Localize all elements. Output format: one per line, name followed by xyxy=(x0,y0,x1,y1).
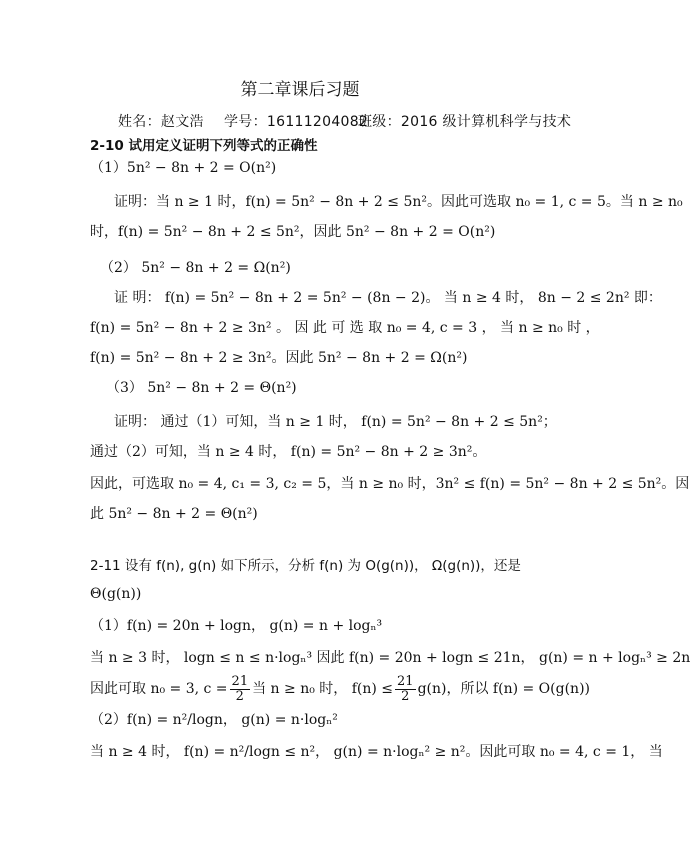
section-2-11-heading-cont: Θ(g(n)) xyxy=(90,586,142,602)
fraction-denominator: 2 xyxy=(235,688,244,704)
fraction-denominator: 2 xyxy=(401,688,410,704)
student-name: 姓名：赵文浩 xyxy=(118,114,204,130)
s210-part3-line3: 因此，可选取 n₀ = 4, c₁ = 3, c₂ = 5，当 n ≥ n₀ 时，3n² ≤ f(n) = 5n² − 8n + 2 ≤ 5n²。因 xyxy=(90,476,690,492)
page-title: 第二章课后习题 xyxy=(240,80,360,100)
s211-part1-equation: （1）f(n) = 20n + logn， g(n) = n + logₙ³ xyxy=(90,618,383,634)
s210-part1-line2: 时，f(n) = 5n² − 8n + 2 ≤ 5n²，因此 5n² − 8n + 2 = O(n²) xyxy=(90,224,496,240)
s210-part2-line2: f(n) = 5n² − 8n + 2 ≥ 3n² 。 因 此 可 选 取 n₀ = 4, c = 3 ， 当 n ≥ n₀ 时 ， xyxy=(90,320,600,336)
fraction-numerator: 21 xyxy=(397,673,414,689)
s210-part2-line1: 证 明： f(n) = 5n² − 8n + 2 = 5n² − (8n − 2)。 当 n ≥ 4 时， 8n − 2 ≤ 2n² 即： xyxy=(114,290,662,306)
fraction-21-over-2-second xyxy=(395,675,416,704)
s211-part1-line2-c: g(n)，所以 f(n) = O(g(n)) xyxy=(417,681,590,697)
s210-part2-line3: f(n) = 5n² − 8n + 2 ≥ 3n²。因此 5n² − 8n + 2 = Ω(n²) xyxy=(90,350,468,366)
s210-part2-equation: （2） 5n² − 8n + 2 = Ω(n²) xyxy=(100,260,291,276)
student-class: 班级：2016 级计算机科学与技术 xyxy=(358,114,572,130)
s211-part2-equation: （2）f(n) = n²/logn， g(n) = n·logₙ² xyxy=(90,712,338,728)
s211-part1-line1: 当 n ≥ 3 时， logn ≤ n ≤ n·logₙ³ 因此 f(n) = 20n + logn ≤ 21n， g(n) = n + logₙ³ ≥ 2n xyxy=(90,650,690,666)
fraction-numerator: 21 xyxy=(231,673,249,689)
section-2-10-heading: 2-10 试用定义证明下列等式的正确性 xyxy=(90,138,318,154)
s210-part1-line1: 证明：当 n ≥ 1 时，f(n) = 5n² − 8n + 2 ≤ 5n²。因此可选取 n₀ = 1, c = 5。当 n ≥ n₀ xyxy=(114,194,683,210)
s210-part3-equation: （3） 5n² − 8n + 2 = Θ(n²) xyxy=(106,380,297,396)
s210-part1-equation: （1）5n² − 8n + 2 = O(n²) xyxy=(90,160,277,176)
fraction-21-over-2 xyxy=(230,675,251,704)
s211-part2-line1: 当 n ≥ 4 时， f(n) = n²/logn ≤ n²， g(n) = n·logₙ² ≥ n²。因此可取 n₀ = 4, c = 1， 当 xyxy=(90,744,663,760)
section-2-11-heading: 2-11 设有 f(n), g(n) 如下所示，分析 f(n) 为 O(g(n))， Ω(g(n))，还是 xyxy=(90,558,521,574)
s211-part1-line2 xyxy=(90,674,590,704)
s211-part1-line2-a: 因此可取 n₀ = 3, c = xyxy=(90,681,228,697)
student-id: 学号：16111204082 xyxy=(224,114,369,130)
s210-part3-line2: 通过（2）可知，当 n ≥ 4 时， f(n) = 5n² − 8n + 2 ≥ 3n²。 xyxy=(90,444,487,460)
s210-part3-line1: 证明： 通过（1）可知，当 n ≥ 1 时， f(n) = 5n² − 8n + 2 ≤ 5n²； xyxy=(114,414,557,430)
s211-part1-line2-b: 当 n ≥ n₀ 时， f(n) ≤ xyxy=(252,681,394,697)
s210-part3-line4: 此 5n² − 8n + 2 = Θ(n²) xyxy=(90,506,258,522)
